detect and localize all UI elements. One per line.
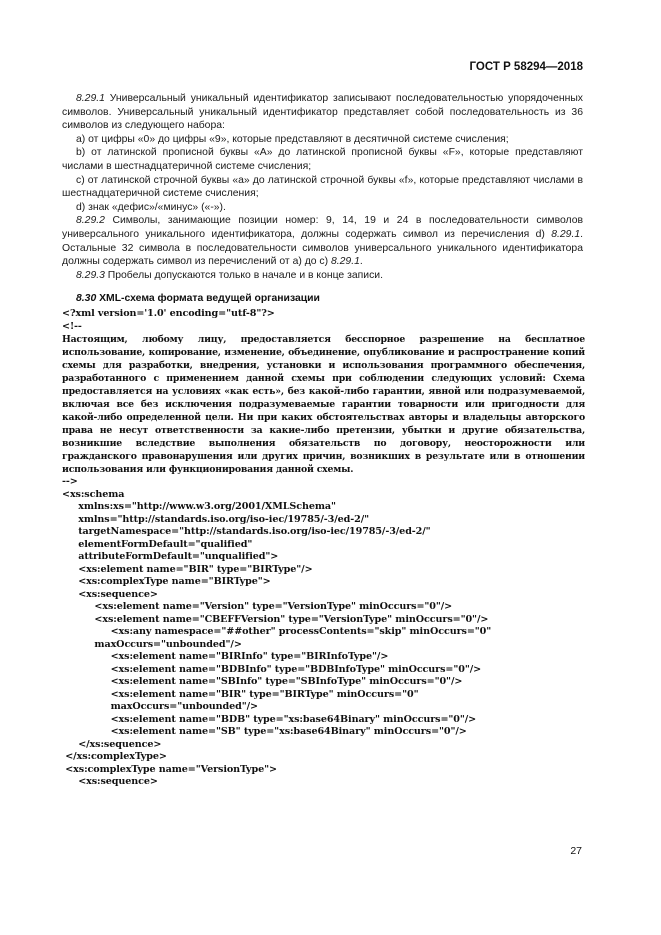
- section-number: 8.30: [76, 293, 97, 305]
- xml-code-block: [62, 308, 585, 789]
- list-item-a: а) от цифры «0» до цифры «9», которые представляют в десятичной системе счисления;: [76, 133, 509, 145]
- document-standard-header: ГОСТ Р 58294—2018: [469, 61, 583, 73]
- document-body: [62, 92, 583, 306]
- code-line-comment-close: -->: [62, 476, 78, 487]
- code-line: <xs:element name="BDB" type="xs:base64Binary" minOccurs="0"/>: [62, 713, 477, 725]
- code-line: maxOccurs="unbounded"/>: [62, 701, 258, 712]
- clause-number: 8.29.1: [76, 93, 105, 104]
- code-line-xml-declaration: <?xml version='1.0' encoding="utf-8"?>: [62, 308, 275, 319]
- code-line-comment-open: <!--: [62, 320, 82, 332]
- paragraph-text: Пробелы допускаются только в начале и в конце записи.: [107, 269, 383, 281]
- clause-reference: 8.29.1: [551, 228, 581, 240]
- code-line: <xs:sequence>: [62, 776, 158, 787]
- paragraph-text: . Остальные 32 символа в последовательности символов универсального уникального идентификатора должны содержать символ из перечислений от а) до с): [62, 228, 583, 268]
- section-heading-8-30: [62, 292, 583, 306]
- code-line: <xs:element name="SBInfo" type="SBInfoType" minOccurs="0"/>: [62, 676, 463, 687]
- paragraph-text: Универсальный уникальный идентификатор записывают последовательностью упорядоченных символов. Универсальный уникальный идентификатор представляет собой последовательность из 36 символов из следующего набора:: [62, 93, 583, 132]
- clause-reference: 8.29.1: [330, 256, 360, 268]
- list-item-d: d) знак «дефис»/«минус» («-»).: [76, 201, 226, 213]
- code-line: <xs:complexType name="BIRType">: [62, 576, 271, 587]
- code-line: attributeFormDefault="unqualified">: [62, 551, 279, 562]
- code-line: <xs:element name="Version" type="VersionType" minOccurs="0"/>: [62, 601, 453, 612]
- code-line: maxOccurs="unbounded"/>: [62, 638, 242, 650]
- license-comment-text: Настоящим, любому лицу, предоставляется бесспорное разрешение на бесплатное использование, копирование, изменение, объединение, опубликование и распространение копий схемы для разработки, внедрения, установки и использования программного обеспечения, разработанного с применением данной схемы при соблюдении следующих условий: Схема предоставляется на условиях «как есть», без какой-либо гарантии, явной или подразумеваемой, включая все без исключения подразумеваемые гарантии товарности или пригодности для какой-либо определенной цели. Ни при каких обстоятельствах авторы и владельцы авторского права не несут ответственности за какие-либо претензии, убытки и другие обязательства, возникшие вследствие выполнения обязательств по договору, неосторожности или гражданского правонарушения или других причин, возникших в результате или в отношении использования или функционирования данной схемы.: [62, 334, 585, 475]
- code-line: <xs:element name="CBEFFVersion" type="VersionType" minOccurs="0"/>: [62, 613, 489, 625]
- clause-number: 8.29.3: [76, 269, 105, 281]
- code-line: </xs:complexType>: [62, 751, 167, 762]
- clause-number: 8.29.2: [76, 215, 105, 227]
- code-line: </xs:sequence>: [62, 738, 162, 750]
- code-line: xmlns="http://standards.iso.org/iso-iec/19785/-3/ed-2/": [62, 513, 369, 525]
- list-item-c: c) от латинской строчной буквы «а» до латинской строчной буквы «f», которые представляют числами в шестнадцатеричной системе счисления;: [62, 174, 583, 200]
- code-line: <xs:element name="BIR" type="BIRType" minOccurs="0": [62, 688, 419, 700]
- code-line: <xs:element name="BIRInfo" type="BIRInfoType"/>: [62, 651, 389, 662]
- code-line: <xs:sequence>: [62, 588, 158, 600]
- code-line: <xs:element name="BDBInfo" type="BDBInfoType" minOccurs="0"/>: [62, 663, 482, 675]
- list-item-b: b) от латинской прописной буквы «А» до латинской прописной буквы «F», которые представляют числами в шестнадцатеричной системе счисления;: [62, 147, 583, 172]
- page-number: 27: [570, 845, 582, 857]
- code-line: elementFormDefault="qualified": [62, 538, 253, 550]
- section-title-text: XML-схема формата ведущей организации: [99, 293, 320, 305]
- paragraph-8-29-2: [62, 214, 583, 268]
- code-line: <xs:schema: [62, 488, 125, 500]
- code-line: xmlns:xs="http://www.w3.org/2001/XMLSchema": [62, 501, 336, 512]
- paragraph-8-29-1: [62, 92, 583, 133]
- paragraph-8-29-3: [62, 269, 583, 283]
- code-line: <xs:element name="SB" type="xs:base64Binary" minOccurs="0"/>: [62, 726, 467, 737]
- code-line: <xs:complexType name="VersionType">: [62, 763, 277, 775]
- schema-code-lines: [62, 489, 585, 789]
- code-line: <xs:element name="BIR" type="BIRType"/>: [62, 563, 313, 575]
- paragraph-text: .: [359, 256, 363, 268]
- paragraph-text: Символы, занимающие позиции номер: 9, 14, 19 и 24 в последовательности символов универсального уникального идентификатора, должны содержать символ из перечисления d): [62, 215, 583, 240]
- code-line: targetNamespace="http://standards.iso.org/iso-iec/19785/-3/ed-2/": [62, 526, 431, 537]
- code-line: <xs:any namespace="##other" processContents="skip" minOccurs="0": [62, 626, 492, 637]
